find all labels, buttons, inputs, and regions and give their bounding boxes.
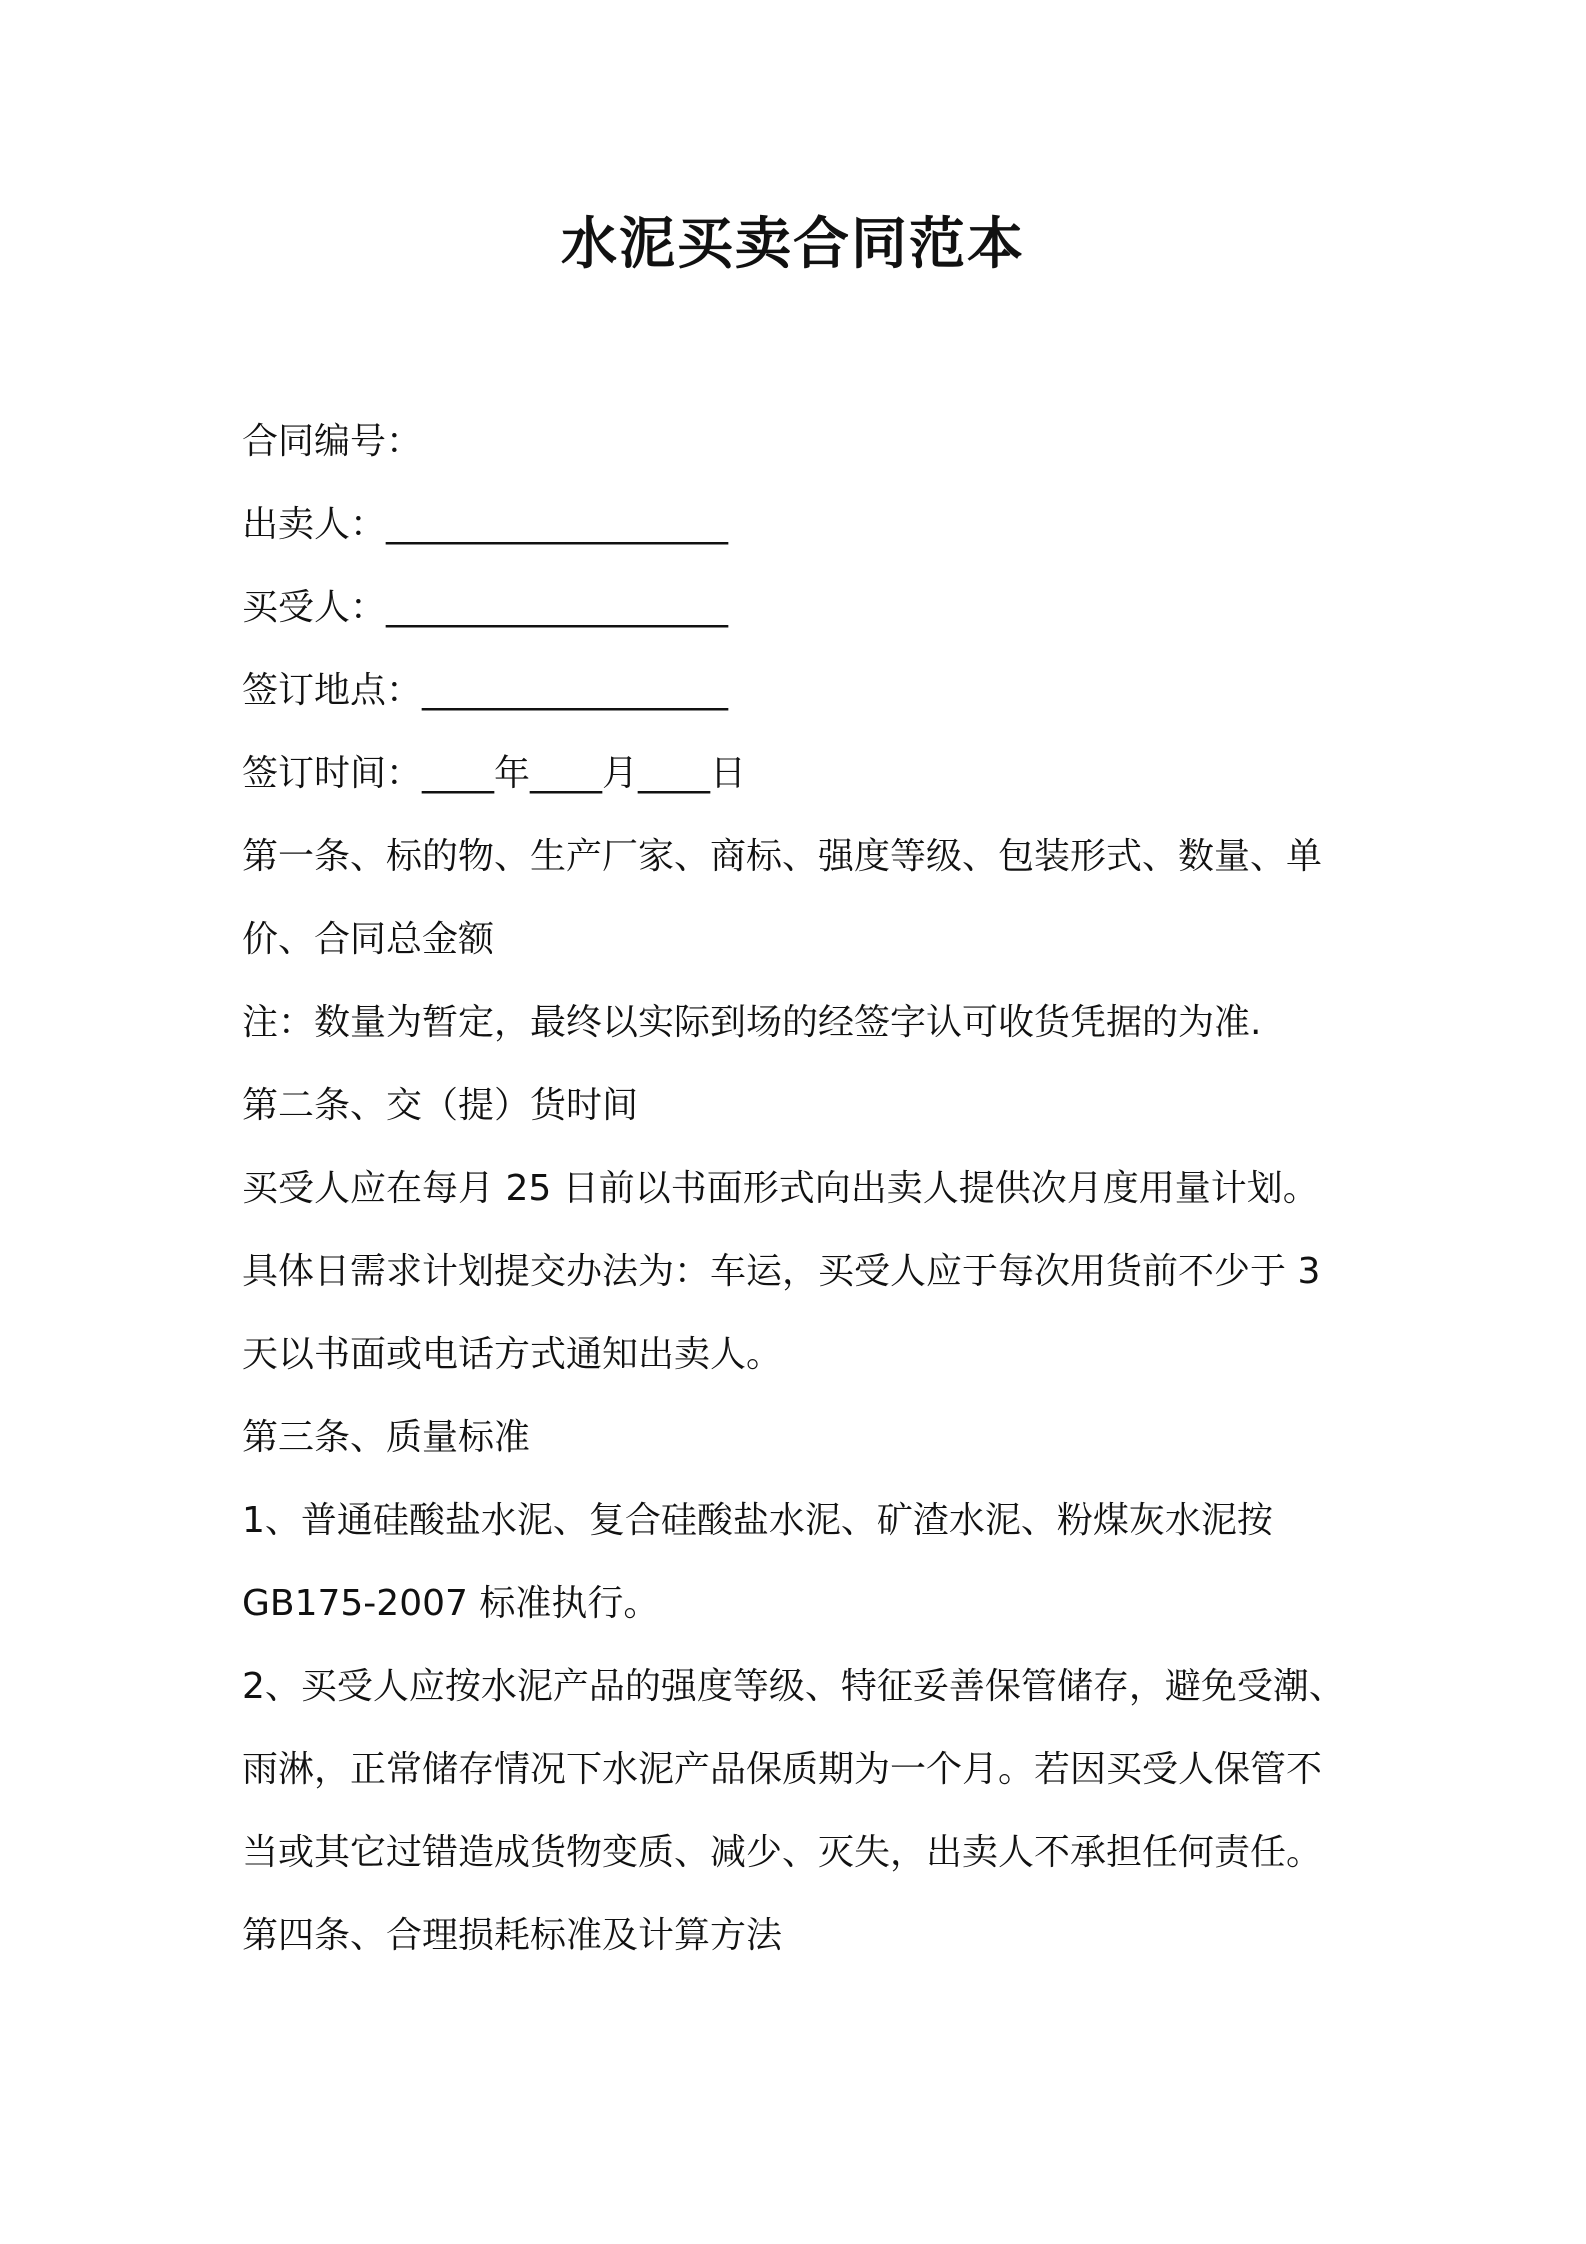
quantity-note: 注：数量为暂定，最终以实际到场的经签字认可收货凭据的为准. xyxy=(242,1002,1262,1043)
signing-place-line: 签订地点：_________________ xyxy=(242,670,729,711)
article-1-heading: 第一条、标的物、生产厂家、商标、强度等级、包装形式、数量、单 xyxy=(242,836,1323,877)
article-2-heading: 第二条、交（提）货时间 xyxy=(242,1085,639,1126)
buyer-line: 买受人：___________________ xyxy=(242,587,729,628)
signing-date-line: 签订时间：____年____月____日 xyxy=(242,753,747,794)
article-3-item-1-continued: GB175-2007 标准执行。 xyxy=(242,1583,660,1624)
article-2-paragraph-1: 买受人应在每月 25 日前以书面形式向出卖人提供次月度用量计划。 xyxy=(242,1168,1319,1209)
article-2-paragraph-2: 具体日需求计划提交办法为：车运，买受人应于每次用货前不少于 3 xyxy=(242,1251,1321,1292)
contract-number-line: 合同编号： xyxy=(242,421,423,462)
seller-line: 出卖人：___________________ xyxy=(242,504,729,545)
article-1-heading-continued: 价、合同总金额 xyxy=(242,919,495,960)
article-2-paragraph-2-continued: 天以书面或电话方式通知出卖人。 xyxy=(242,1334,783,1375)
article-3-heading: 第三条、质量标准 xyxy=(242,1417,531,1458)
article-3-item-1: 1、普通硅酸盐水泥、复合硅酸盐水泥、矿渣水泥、粉煤灰水泥按 xyxy=(242,1500,1273,1541)
article-3-item-2: 2、买受人应按水泥产品的强度等级、特征妥善保管储存，避免受潮、 xyxy=(242,1666,1345,1707)
document-body xyxy=(242,400,1372,1977)
document-title: 水泥买卖合同范本 xyxy=(561,212,1025,277)
article-4-heading: 第四条、合理损耗标准及计算方法 xyxy=(242,1915,783,1956)
article-3-item-2-continued: 雨淋，正常储存情况下水泥产品保质期为一个月。若因买受人保管不 xyxy=(242,1749,1323,1790)
article-3-item-2-end: 当或其它过错造成货物变质、减少、灭失，出卖人不承担任何责任。 xyxy=(242,1832,1323,1873)
